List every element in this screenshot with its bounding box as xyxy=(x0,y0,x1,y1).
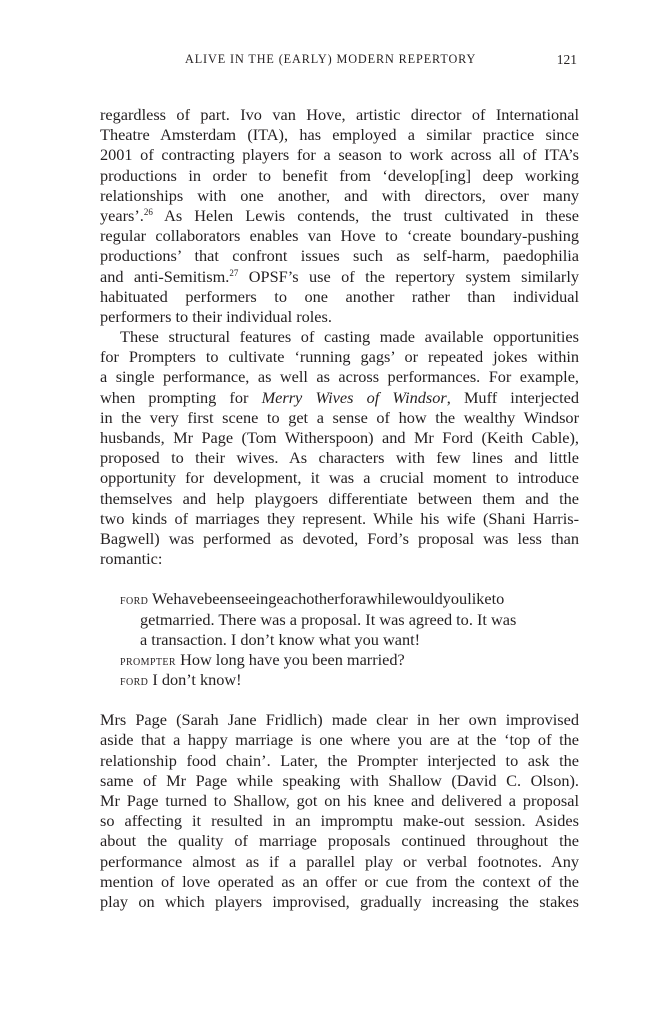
paragraph-3 xyxy=(100,710,579,912)
text-line: These structural features of casting made available opportunities xyxy=(120,327,579,347)
text-line: productions in order to benefit from ‘develop[ing] deep working xyxy=(100,165,579,185)
text-line: husbands, Mr Page (Tom Witherspoon) and Mr Ford (Keith Cable), xyxy=(100,428,579,447)
text-line: opportunity for development, it was a crucial moment to introduce xyxy=(100,468,579,488)
dialogue-line xyxy=(100,589,579,609)
text-line: regardless of part. Ivo van Hove, artistic director of International xyxy=(100,105,579,124)
text-line: Bagwell) was performed as devoted, Ford’s proposal was less than xyxy=(100,528,579,548)
text-segment: and anti-Semitism. xyxy=(100,266,230,286)
text-line: mention of love operated as an offer or cue from the context of the xyxy=(100,871,579,891)
running-header xyxy=(0,52,650,72)
text-segment: OPSF’s use of the repertory system similarly xyxy=(238,266,579,286)
text-line: performers to their individual roles. xyxy=(100,306,332,326)
text-line: regular collaborators enables van Hove to ‘create boundary-pushing xyxy=(100,226,579,246)
text-line xyxy=(100,206,579,226)
page-number: 121 xyxy=(556,52,577,67)
dialogue-continuation: a transaction. I don’t know what you want! xyxy=(140,629,421,649)
text-line: romantic: xyxy=(100,549,163,569)
text-segment: years’. xyxy=(100,205,144,225)
text-line: about the quality of marriage proposals continued throughout the xyxy=(100,831,579,851)
text-segment: As Helen Lewis contends, the trust cultivated in these xyxy=(152,205,579,225)
text-line: productions’ that confront issues such as self-harm, paedophilia xyxy=(100,246,579,266)
text-line: relationships with one another, and with directors, over many xyxy=(100,185,579,205)
play-title: Merry Wives of Windsor xyxy=(261,387,447,407)
dialogue-block xyxy=(100,589,579,690)
text-line: same of Mr Page while speaking with Shallow (David C. Olson). xyxy=(100,770,579,790)
text-line: in the very first scene to get a sense of how the wealthy Windsor xyxy=(100,407,579,427)
dialogue-line xyxy=(100,670,579,690)
text-segment: when prompting for xyxy=(100,387,262,407)
text-line: Theatre Amsterdam (ITA), has employed a similar practice since xyxy=(100,125,579,145)
text-line: themselves and help playgoers differentiate between them and the xyxy=(100,488,579,508)
text-line: Mr Page turned to Shallow, got on his knee and delivered a proposal xyxy=(100,791,579,810)
speech-text: Wehavebeenseeingeachotherforawhilewouldyouliketo xyxy=(148,589,505,609)
speaker-name: prompter xyxy=(120,653,176,669)
text-line: play on which players improvised, gradually increasing the stakes xyxy=(100,891,579,911)
text-line xyxy=(100,267,579,287)
speech-text: I don’t know! xyxy=(148,670,242,690)
paragraph-1 xyxy=(100,105,579,327)
speech-text: How long have you been married? xyxy=(176,649,405,669)
text-line: for Prompters to cultivate ‘running gags’ or repeated jokes within xyxy=(100,347,579,367)
text-line: aside that a happy marriage is one where you are at the ‘top of the xyxy=(100,730,579,750)
text-line: relationship food chain’. Later, the Prompter interjected to ask the xyxy=(100,750,579,770)
footnote-ref-27[interactable]: 27 xyxy=(229,267,239,278)
text-line: a single performance, as well as across performances. For example, xyxy=(100,367,579,387)
text-line: two kinds of marriages they represent. While his wife (Shani Harris- xyxy=(100,508,579,528)
speaker-name: ford xyxy=(120,593,149,609)
text-line: proposed to their wives. As characters with few lines and little xyxy=(100,448,579,468)
text-line xyxy=(100,388,579,408)
text-line: habituated performers to one another rather than individual xyxy=(100,286,579,306)
paragraph-2 xyxy=(100,327,579,569)
text-line: Mrs Page (Sarah Jane Fridlich) made clear in her own improvised xyxy=(100,710,579,730)
text-line: performance almost as if a parallel play or verbal footnotes. Any xyxy=(100,851,579,871)
speaker-name: ford xyxy=(120,674,149,690)
text-line: 2001 of contracting players for a season to work across all of ITA’s xyxy=(100,145,579,165)
footnote-ref-26[interactable]: 26 xyxy=(143,206,153,217)
text-segment: , Muff interjected xyxy=(446,387,579,407)
dialogue-continuation: getmarried. There was a proposal. It was agreed to. It was xyxy=(140,609,517,629)
dialogue-line xyxy=(100,650,579,670)
page-body xyxy=(100,105,579,912)
running-head-title: ALIVE IN THE (EARLY) MODERN REPERTORY xyxy=(185,52,477,66)
text-line: so affecting it resulted in an impromptu make-out session. Asides xyxy=(100,811,579,831)
